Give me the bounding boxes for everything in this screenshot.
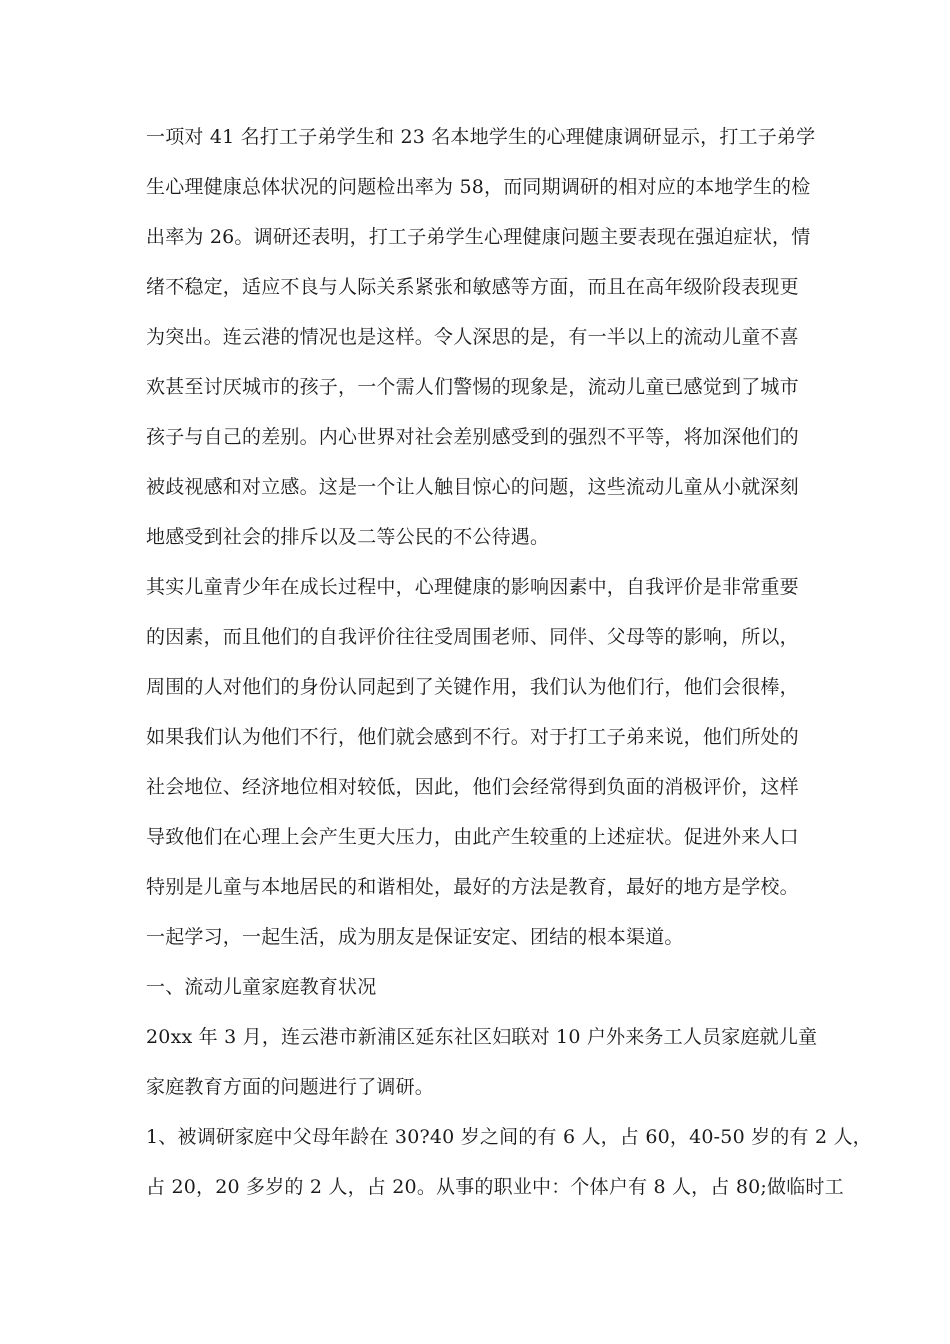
text-line: 生心理健康总体状况的问题检出率为 58，而同期调研的相对应的本地学生的检 <box>146 176 811 198</box>
text-line: 绪不稳定，适应不良与人际关系紧张和敏感等方面，而且在高年级阶段表现更 <box>146 276 799 298</box>
text-line: 一项对 41 名打工子弟学生和 23 名本地学生的心理健康调研显示，打工子弟学 <box>146 126 816 148</box>
text-line: 孩子与自己的差别。内心世界对社会差别感受到的强烈不平等，将加深他们的 <box>146 426 799 448</box>
text-line: 占 20，20 多岁的 2 人，占 20。从事的职业中：个体户有 8 人，占 80;做临时工 <box>146 1176 844 1198</box>
text-line: 欢甚至讨厌城市的孩子，一个需人们警惕的现象是，流动儿童已感觉到了城市 <box>146 376 799 398</box>
text-line: 20xx 年 3 月，连云港市新浦区延东社区妇联对 10 户外来务工人员家庭就儿童 <box>146 1026 818 1048</box>
text-line: 社会地位、经济地位相对较低，因此，他们会经常得到负面的消极评价，这样 <box>146 776 799 798</box>
text-line: 其实儿童青少年在成长过程中，心理健康的影响因素中，自我评价是非常重要 <box>146 576 799 598</box>
text-line: 特别是儿童与本地居民的和谐相处，最好的方法是教育，最好的地方是学校。 <box>146 876 799 898</box>
text-line: 地感受到社会的排斥以及二等公民的不公待遇。 <box>146 526 550 548</box>
text-line: 被歧视感和对立感。这是一个让人触目惊心的问题，这些流动儿童从小就深刻 <box>146 476 799 498</box>
text-line: 如果我们认为他们不行，他们就会感到不行。对于打工子弟来说，他们所处的 <box>146 726 799 748</box>
section-heading: 一、流动儿童家庭教育状况 <box>146 976 377 998</box>
text-line: 的因素，而且他们的自我评价往往受周围老师、同伴、父母等的影响，所以， <box>146 626 799 648</box>
text-line: 家庭教育方面的问题进行了调研。 <box>146 1076 435 1098</box>
text-line: 一起学习，一起生活，成为朋友是保证安定、团结的根本渠道。 <box>146 926 684 948</box>
text-line: 1、被调研家庭中父母年龄在 30?40 岁之间的有 6 人，占 60，40-50 岁的有 2 人， <box>146 1126 872 1148</box>
text-line: 导致他们在心理上会产生更大压力，由此产生较重的上述症状。促进外来人口 <box>146 826 799 848</box>
text-line: 周围的人对他们的身份认同起到了关键作用，我们认为他们行，他们会很棒， <box>146 676 799 698</box>
text-line: 为突出。连云港的情况也是这样。令人深思的是，有一半以上的流动儿童不喜 <box>146 326 799 348</box>
text-line: 出率为 26。调研还表明，打工子弟学生心理健康问题主要表现在强迫症状，情 <box>146 226 811 248</box>
